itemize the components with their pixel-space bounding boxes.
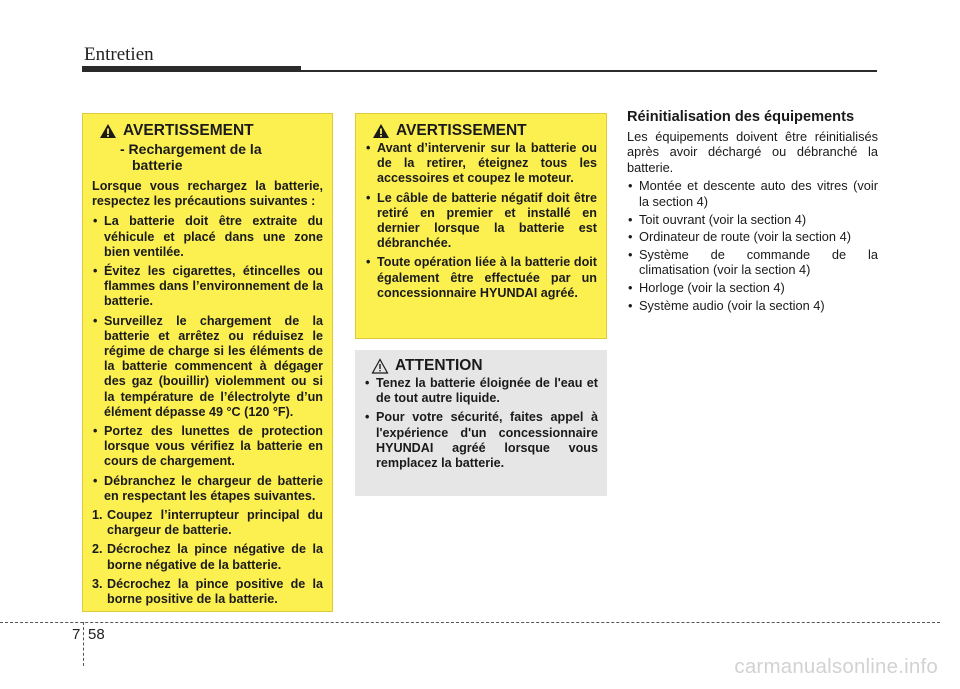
warning-intro: Lorsque vous rechargez la batterie, respectez les précautions suivantes :	[92, 179, 323, 209]
section-intro: Les équipements doivent être réinitialisés après avoir déchargé ou débranché la batterie.	[627, 128, 878, 175]
step-item: 2. Décrochez la pince négative de la borne négative de la batterie.	[92, 542, 323, 572]
chapter-number: 7	[72, 626, 81, 643]
footer-divider	[0, 622, 940, 623]
watermark: carmanualsonline.info	[734, 655, 938, 678]
list-item: • Pour votre sécurité, faites appel à l'expérience d'un concessionnaire HYUNDAI agréé lorsque vous remplacez la batterie.	[364, 410, 598, 471]
attention-list	[364, 376, 598, 471]
reset-section	[627, 110, 878, 315]
attention-header	[371, 358, 598, 374]
list-item: • Horloge (voir la section 4)	[627, 280, 878, 296]
header-rule-thin	[301, 70, 877, 72]
list-item: • Système audio (voir la section 4)	[627, 298, 878, 314]
list-item: • Toute opération liée à la batterie doit également être effectuée par un concessionnaire HYUNDAI agréé.	[365, 255, 597, 301]
section-title: Réinitialisation des équipements	[627, 109, 855, 125]
step-item: 1. Coupez l’interrupteur principal du chargeur de batterie.	[92, 508, 323, 538]
list-item: • Portez des lunettes de protection lorsque vous vérifiez la batterie en cours de chargement.	[92, 424, 323, 470]
list-item: • Débranchez le chargeur de batterie en respectant les étapes suivantes.	[92, 474, 323, 504]
list-item: • Le câble de batterie négatif doit être retiré en premier et installé en dernier lorsque la batterie est débranchée.	[365, 191, 597, 252]
caution-triangle-icon	[371, 358, 389, 374]
list-item: • Avant d’intervenir sur la batterie ou de la retirer, éteignez tous les accessoires et coupez le moteur.	[365, 141, 597, 187]
warning-heading: AVERTISSEMENT	[123, 122, 254, 140]
list-item: • Tenez la batterie éloignée de l'eau et de tout autre liquide.	[364, 376, 598, 406]
page-number: 58	[88, 626, 105, 643]
warning-triangle-icon	[99, 123, 117, 139]
list-item: • Montée et descente auto des vitres (voir la section 4)	[627, 178, 878, 209]
attention-heading: ATTENTION	[395, 357, 483, 375]
warning-box-charging	[82, 113, 333, 612]
header-rule-thick	[82, 66, 301, 72]
footer-vertical-divider	[83, 622, 84, 666]
warning-header	[372, 123, 597, 139]
warning-box-removal	[355, 113, 607, 339]
warning-triangle-icon	[372, 123, 390, 139]
warning-header	[99, 123, 323, 139]
warning-list	[92, 214, 323, 504]
warning-list	[365, 141, 597, 301]
list-item: • Évitez les cigarettes, étincelles ou flammes dans l’environnement de la batterie.	[92, 264, 323, 310]
list-item: • La batterie doit être extraite du véhicule et placé dans une zone bien ventilée.	[92, 214, 323, 260]
reset-list	[627, 178, 878, 313]
warning-heading: AVERTISSEMENT	[396, 122, 527, 140]
list-item: • Surveillez le chargement de la batterie et arrêtez ou réduisez le régime de charge si les éléments de la batterie commencent à dégager des gaz (bouillir) violemment ou si la température de l’électrolyte d’un élément dépasse 49 °C (120 °F).	[92, 314, 323, 420]
list-item: • Ordinateur de route (voir la section 4)	[627, 229, 878, 245]
list-item: • Système de commande de la climatisation (voir la section 4)	[627, 247, 878, 278]
chapter-title: Entretien	[84, 44, 154, 65]
step-item: 3. Décrochez la pince positive de la borne positive de la batterie.	[92, 576, 323, 607]
list-item: • Toit ouvrant (voir la section 4)	[627, 212, 878, 228]
disconnect-steps	[92, 508, 323, 607]
warning-subtitle: - Rechargement de la batterie	[120, 141, 262, 173]
attention-box	[355, 350, 607, 496]
